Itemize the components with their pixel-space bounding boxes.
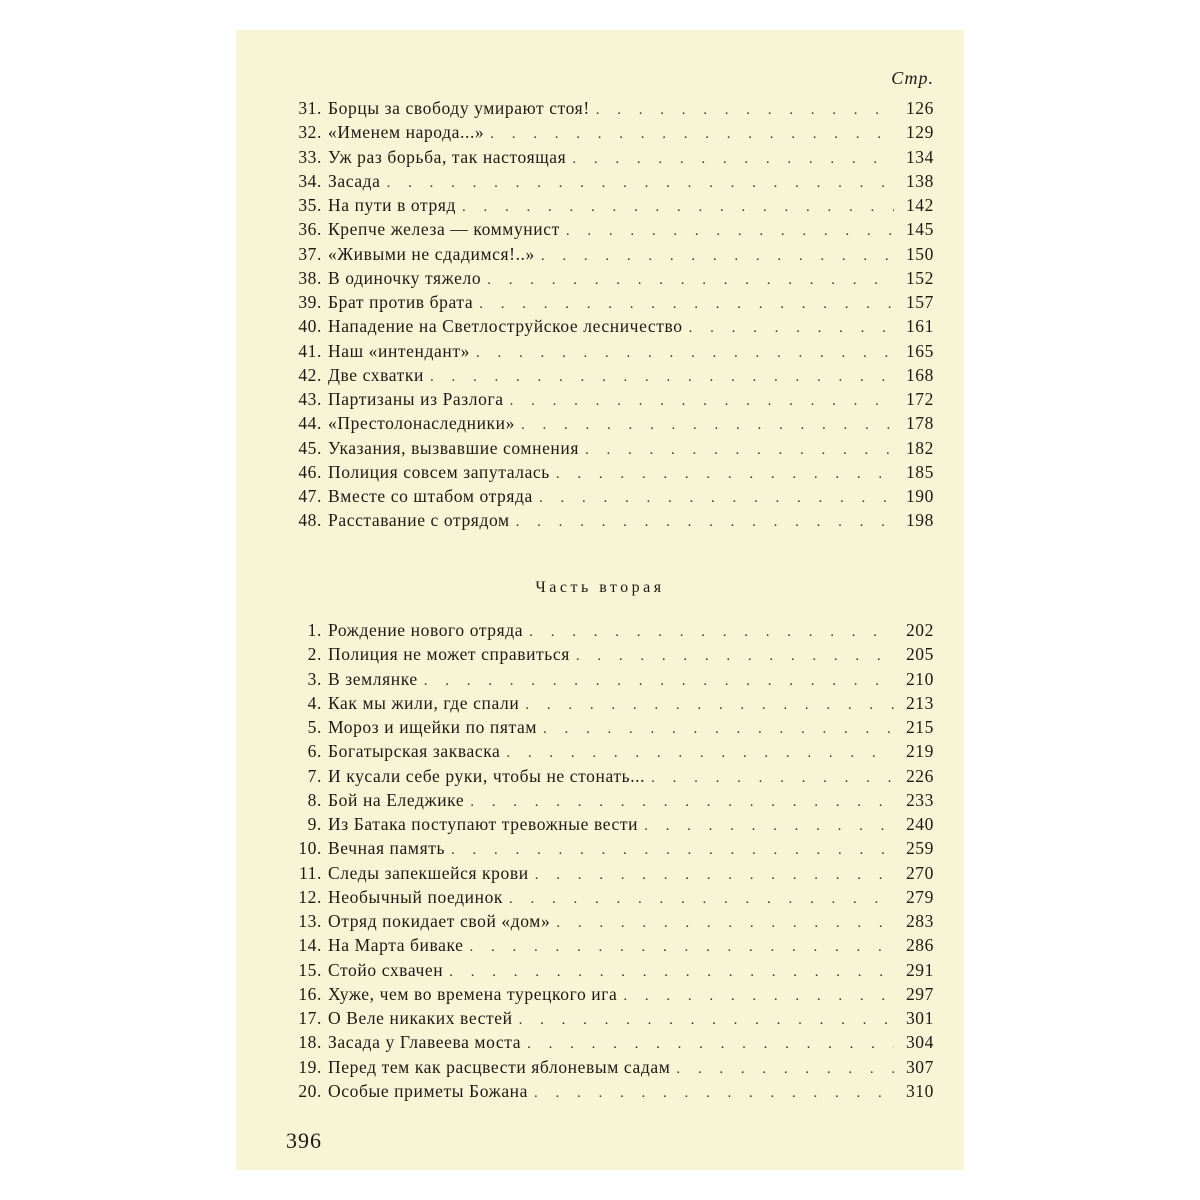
toc-entry xyxy=(284,413,934,437)
dot-leader xyxy=(566,223,894,240)
toc-entry-page: 161 xyxy=(905,316,934,337)
dot-leader xyxy=(470,794,894,811)
toc-entry-page: 270 xyxy=(905,862,934,883)
toc-entry xyxy=(284,766,934,790)
toc-entry-title: Бой на Еледжике xyxy=(328,789,465,810)
toc-entry-title: Уж раз борьба, так настоящая xyxy=(328,146,567,167)
page-column-label: Стр. xyxy=(891,68,934,88)
toc-entry xyxy=(284,510,934,534)
toc-entry xyxy=(284,935,934,959)
dot-leader xyxy=(556,466,894,483)
toc-entry-number: 46. xyxy=(298,461,322,482)
dot-leader xyxy=(490,126,894,143)
toc-entry xyxy=(284,1057,934,1081)
toc-entry-page: 283 xyxy=(905,911,934,931)
toc-entry-number: 16. xyxy=(298,983,322,1004)
toc-entry-title: На Марта биваке xyxy=(328,935,464,956)
toc-entry xyxy=(284,717,934,741)
dot-leader xyxy=(516,514,894,531)
dot-leader xyxy=(506,745,894,762)
toc-entry xyxy=(284,219,934,243)
toc-entry-page: 259 xyxy=(905,838,934,859)
toc-entry xyxy=(284,911,934,935)
toc-entry-number: 35. xyxy=(298,195,322,215)
toc-entry-number: 9. xyxy=(307,814,322,834)
toc-entry xyxy=(284,620,934,644)
toc-entry-number: 48. xyxy=(298,510,322,531)
toc-entry-page: 210 xyxy=(905,668,934,689)
toc-entry-title: Перед тем как расцвести яблоневым садам xyxy=(328,1056,671,1077)
toc-entry-number: 38. xyxy=(298,267,322,288)
toc-entry-number: 33. xyxy=(298,146,322,167)
toc-entry-title: Рождение нового отряда xyxy=(328,620,524,640)
toc-entry-title: Особые приметы Божана xyxy=(328,1080,529,1101)
dot-leader xyxy=(470,939,894,956)
toc-entry-page: 215 xyxy=(905,717,934,737)
dot-leader xyxy=(527,1036,894,1053)
toc-entry xyxy=(284,838,934,862)
toc-entry xyxy=(284,389,934,413)
toc-entry xyxy=(284,486,934,510)
dot-leader xyxy=(519,1012,894,1029)
toc-entry-page: 301 xyxy=(905,1008,934,1028)
toc-entry-number: 20. xyxy=(298,1080,322,1101)
toc-entry-page: 279 xyxy=(905,886,934,907)
toc-entry xyxy=(284,887,934,911)
toc-entry-page: 310 xyxy=(905,1080,934,1101)
dot-leader xyxy=(430,369,894,386)
dot-leader xyxy=(543,721,894,738)
toc-entry-page: 150 xyxy=(905,243,934,264)
toc-entry-title: Две схватки xyxy=(328,364,424,385)
toc-entry-title: Крепче железа — коммунист xyxy=(328,219,560,240)
toc-entry xyxy=(284,122,934,146)
dot-leader xyxy=(651,770,894,787)
toc-entry-page: 233 xyxy=(905,789,934,810)
toc-entry-title: «Живыми не сдадимся!..» xyxy=(328,243,535,264)
toc-entry-page: 157 xyxy=(905,292,934,312)
page-number: 396 xyxy=(286,1128,322,1153)
toc-entry xyxy=(284,438,934,462)
toc-entry-page: 198 xyxy=(905,510,934,531)
dot-leader xyxy=(476,345,894,362)
toc-entry-page: 134 xyxy=(905,146,934,167)
toc-entry-number: 31. xyxy=(298,98,322,118)
toc-entry-title: Стойо схвачен xyxy=(328,959,444,980)
toc-entry-number: 7. xyxy=(307,765,322,786)
toc-entry-title: Засада у Главеева моста xyxy=(328,1032,522,1053)
toc-entry-page: 152 xyxy=(905,267,934,288)
toc-entry-page: 205 xyxy=(905,644,934,665)
toc-entry-number: 47. xyxy=(298,486,322,506)
dot-leader xyxy=(509,891,894,908)
dot-leader xyxy=(585,442,894,459)
toc-entry-page: 185 xyxy=(905,461,934,482)
toc-entry xyxy=(284,316,934,340)
part-two-heading: Часть вторая xyxy=(535,579,665,596)
toc-entry-number: 40. xyxy=(298,316,322,337)
toc-entry-number: 19. xyxy=(298,1056,322,1077)
toc-entry-number: 1. xyxy=(307,620,322,640)
toc-entry-number: 36. xyxy=(298,219,322,240)
dot-leader xyxy=(576,648,894,665)
book-page xyxy=(236,30,964,1170)
toc-entry-page: 142 xyxy=(905,195,934,215)
dot-leader xyxy=(535,867,894,884)
toc-entry-number: 6. xyxy=(307,741,322,762)
toc-entry-number: 39. xyxy=(298,292,322,312)
toc-entry-number: 12. xyxy=(298,886,322,907)
toc-entry xyxy=(284,790,934,814)
toc-entry xyxy=(284,171,934,195)
dot-leader xyxy=(676,1061,894,1078)
toc-entry-number: 8. xyxy=(307,789,322,810)
toc-entry-title: Богатырская закваска xyxy=(328,741,501,762)
toc-entry-title: Нападение на Светлоструйское лесничество xyxy=(328,316,683,337)
toc-entry-number: 44. xyxy=(298,413,322,434)
toc-entry-page: 226 xyxy=(905,765,934,786)
toc-entry-page: 172 xyxy=(905,389,934,409)
toc-entry-page: 291 xyxy=(905,959,934,980)
toc-entry-title: Брат против брата xyxy=(328,292,474,312)
toc-entry xyxy=(284,960,934,984)
toc-entry-title: В землянке xyxy=(328,668,418,689)
dot-leader xyxy=(572,151,894,168)
toc-entry-page: 178 xyxy=(905,413,934,434)
toc-entry-number: 43. xyxy=(298,389,322,409)
toc-entry-page: 297 xyxy=(905,983,934,1004)
dot-leader xyxy=(541,248,894,265)
toc-entry-page: 307 xyxy=(905,1056,934,1077)
toc-entry-number: 34. xyxy=(298,170,322,191)
dot-leader xyxy=(689,320,894,337)
dot-leader xyxy=(556,915,894,932)
dot-leader xyxy=(387,175,894,192)
toc-entry-number: 13. xyxy=(298,911,322,931)
toc-entry-title: И кусали себе руки, чтобы не стонать... xyxy=(328,765,646,786)
toc-entry xyxy=(284,1008,934,1032)
toc-entry-page: 165 xyxy=(905,340,934,361)
toc-entry-title: Из Батака поступают тревожные вести xyxy=(328,814,639,834)
dot-leader xyxy=(487,272,894,289)
toc-entry xyxy=(284,1032,934,1056)
toc-entry xyxy=(284,462,934,486)
toc-entry xyxy=(284,1081,934,1105)
toc-entry xyxy=(284,195,934,219)
dot-leader xyxy=(451,842,894,859)
toc-entry-title: Следы запекшейся крови xyxy=(328,862,529,883)
toc-entry-title: Расставание с отрядом xyxy=(328,510,510,531)
toc-part-two xyxy=(284,620,934,1105)
toc-entry-page: 240 xyxy=(905,814,934,834)
toc-entry-number: 42. xyxy=(298,364,322,385)
toc-entry-title: Указания, вызвавшие сомнения xyxy=(328,437,580,458)
toc-entry-number: 18. xyxy=(298,1032,322,1053)
toc-entry xyxy=(284,365,934,389)
toc-entry-title: «Именем народа...» xyxy=(328,122,485,143)
toc-entry-page: 202 xyxy=(905,620,934,640)
dot-leader xyxy=(539,490,894,507)
toc-entry xyxy=(284,147,934,171)
dot-leader xyxy=(525,697,894,714)
toc-entry xyxy=(284,268,934,292)
toc-entry-page: 219 xyxy=(905,741,934,762)
toc-entry xyxy=(284,244,934,268)
toc-entry-page: 304 xyxy=(905,1032,934,1053)
toc-entry-number: 5. xyxy=(307,717,322,737)
toc-entry-number: 15. xyxy=(298,959,322,980)
toc-entry xyxy=(284,98,934,122)
toc-entry-title: О Веле никаких вестей xyxy=(328,1008,513,1028)
toc-entry-title: На пути в отряд xyxy=(328,195,457,215)
toc-entry xyxy=(284,669,934,693)
toc-entry-title: Хуже, чем во времена турецкого ига xyxy=(328,983,618,1004)
toc-entry-title: Отряд покидает свой «дом» xyxy=(328,911,551,931)
toc-entry xyxy=(284,644,934,668)
toc-entry xyxy=(284,984,934,1008)
toc-entry-title: Вместе со штабом отряда xyxy=(328,486,533,506)
toc-entry-title: Необычный поединок xyxy=(328,886,504,907)
dot-leader xyxy=(534,1085,894,1102)
toc-entry-title: Полиция не может справиться xyxy=(328,644,570,665)
toc-entry-title: Засада xyxy=(328,170,381,191)
toc-entry-page: 126 xyxy=(905,98,934,118)
toc-entry-title: Мороз и ищейки по пятам xyxy=(328,717,538,737)
toc-entry-number: 37. xyxy=(298,243,322,264)
toc-entry-title: Наш «интендант» xyxy=(328,340,470,361)
toc-entry-number: 14. xyxy=(298,935,322,956)
toc-entry xyxy=(284,292,934,316)
toc-part-one xyxy=(284,98,934,535)
dot-leader xyxy=(623,988,894,1005)
toc-entry-title: Вечная память xyxy=(328,838,446,859)
toc-entry-number: 2. xyxy=(307,644,322,665)
toc-entry-number: 11. xyxy=(298,862,322,883)
toc-entry xyxy=(284,741,934,765)
toc-entry-page: 190 xyxy=(905,486,934,506)
toc-entry-number: 45. xyxy=(298,437,322,458)
toc-entry-page: 182 xyxy=(905,437,934,458)
toc-entry-page: 213 xyxy=(905,692,934,713)
toc-entry-page: 129 xyxy=(905,122,934,143)
toc-entry-page: 286 xyxy=(905,935,934,956)
dot-leader xyxy=(596,102,894,119)
dot-leader xyxy=(521,417,894,434)
toc-entry-title: В одиночку тяжело xyxy=(328,267,482,288)
toc-entry-page: 145 xyxy=(905,219,934,240)
toc-entry-title: Как мы жили, где спали xyxy=(328,692,520,713)
dot-leader xyxy=(449,964,894,981)
toc-entry-title: Партизаны из Разлога xyxy=(328,389,504,409)
toc-entry xyxy=(284,341,934,365)
toc-entry-number: 3. xyxy=(307,668,322,689)
toc-entry-title: Борцы за свободу умирают стоя! xyxy=(328,98,590,118)
toc-entry-number: 4. xyxy=(307,692,322,713)
toc-entry-title: «Престолонаследники» xyxy=(328,413,515,434)
toc-entry-number: 32. xyxy=(298,122,322,143)
toc-entry xyxy=(284,693,934,717)
dot-leader xyxy=(644,818,894,835)
toc-entry xyxy=(284,863,934,887)
toc-entry-number: 41. xyxy=(298,340,322,361)
toc-entry-title: Полиция совсем запуталась xyxy=(328,461,550,482)
dot-leader xyxy=(510,393,894,410)
toc-entry-page: 138 xyxy=(905,170,934,191)
dot-leader xyxy=(529,624,894,641)
dot-leader xyxy=(424,673,894,690)
toc-entry-page: 168 xyxy=(905,364,934,385)
toc-entry-number: 10. xyxy=(298,838,322,859)
toc-entry xyxy=(284,814,934,838)
dot-leader xyxy=(479,296,894,313)
toc-entry-number: 17. xyxy=(298,1008,322,1028)
dot-leader xyxy=(462,199,894,216)
